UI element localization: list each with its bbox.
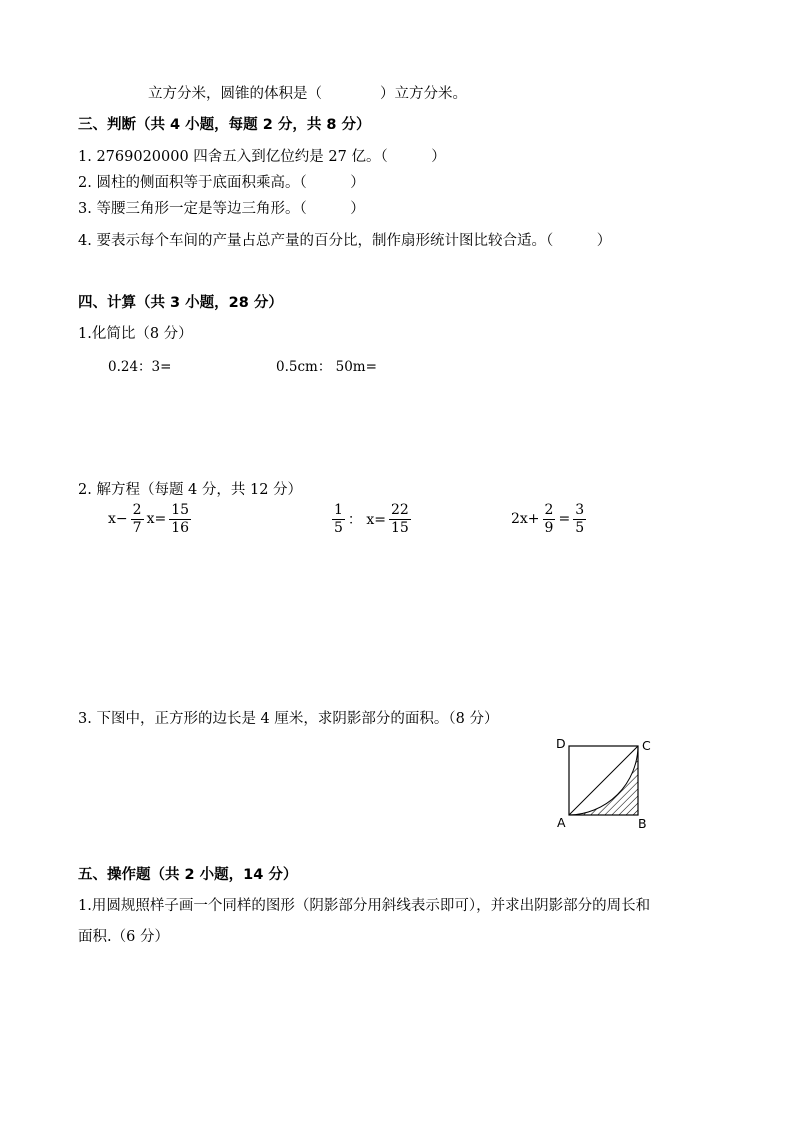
square-figure xyxy=(550,735,660,830)
operation-q1-line-2: 面积.（6 分） xyxy=(78,929,169,945)
eq3-f1-numerator: 2 xyxy=(544,502,554,518)
eq1-f2-denominator: 16 xyxy=(171,519,190,536)
eq1-middle: x= xyxy=(146,511,167,528)
eq2-f2-denominator: 15 xyxy=(391,519,409,536)
label-c: C xyxy=(642,738,651,753)
eq3-fraction-1 xyxy=(543,503,556,535)
judge-item-1: 1. 2769020000 四舍五入到亿位约是 27 亿。（ ） xyxy=(78,149,446,165)
eq1-f1-denominator: 7 xyxy=(132,519,142,536)
ratio-expression-1: 0.24：3= xyxy=(108,359,172,375)
eq1-prefix: x− xyxy=(108,511,128,528)
eq3-f2-denominator: 5 xyxy=(575,519,585,536)
equation-1 xyxy=(107,503,193,535)
continued-question-text: 立方分米，圆锥的体积是（ ）立方分米。 xyxy=(148,86,467,102)
operation-q1-line-1: 1.用圆规照样子画一个同样的图形（阴影部分用斜线表示即可），并求出阴影部分的周长和 xyxy=(78,898,651,914)
calc-q3-label: 3. 下图中，正方形的边长是 4 厘米，求阴影部分的面积。（8 分） xyxy=(78,711,499,727)
label-a: A xyxy=(557,815,566,830)
eq3-fraction-2 xyxy=(573,503,586,535)
eq1-f1-numerator: 2 xyxy=(132,502,142,518)
eq2-middle: ： x= xyxy=(347,512,386,529)
eq3-f2-numerator: 3 xyxy=(575,502,585,518)
section-4-title: 四、计算（共 3 小题，28 分） xyxy=(78,295,283,311)
equation-3 xyxy=(510,503,588,535)
eq3-prefix: 2x+ xyxy=(511,511,540,528)
section-3-title: 三、判断（共 4 小题，每题 2 分，共 8 分） xyxy=(78,117,371,133)
eq2-f1-numerator: 1 xyxy=(334,502,343,518)
eq2-fraction-1 xyxy=(332,503,345,535)
section-5-title: 五、操作题（共 2 小题，14 分） xyxy=(78,867,298,883)
label-d: D xyxy=(556,736,566,751)
judge-item-4: 4. 要表示每个车间的产量占总产量的百分比，制作扇形统计图比较合适。（ ） xyxy=(78,233,612,249)
calc-q1-label: 1.化简比（8 分） xyxy=(78,326,193,342)
eq2-fraction-2 xyxy=(389,503,411,535)
judge-item-3: 3. 等腰三角形一定是等边三角形。（ ） xyxy=(78,201,365,217)
eq2-f1-denominator: 5 xyxy=(334,519,343,536)
judge-item-2: 2. 圆柱的侧面积等于底面积乘高。（ ） xyxy=(78,175,365,191)
eq1-f2-numerator: 15 xyxy=(171,502,190,518)
eq3-f1-denominator: 9 xyxy=(544,519,554,536)
calc-q2-label: 2. 解方程（每题 4 分，共 12 分） xyxy=(78,482,303,498)
label-b: B xyxy=(638,816,647,831)
ratio-expression-2: 0.5cm： 50m= xyxy=(276,359,377,375)
equation-2 xyxy=(330,503,413,535)
eq2-f2-numerator: 22 xyxy=(391,502,409,518)
eq1-fraction-2 xyxy=(169,503,191,535)
eq1-fraction-1 xyxy=(131,503,144,535)
eq3-middle: = xyxy=(558,511,571,528)
